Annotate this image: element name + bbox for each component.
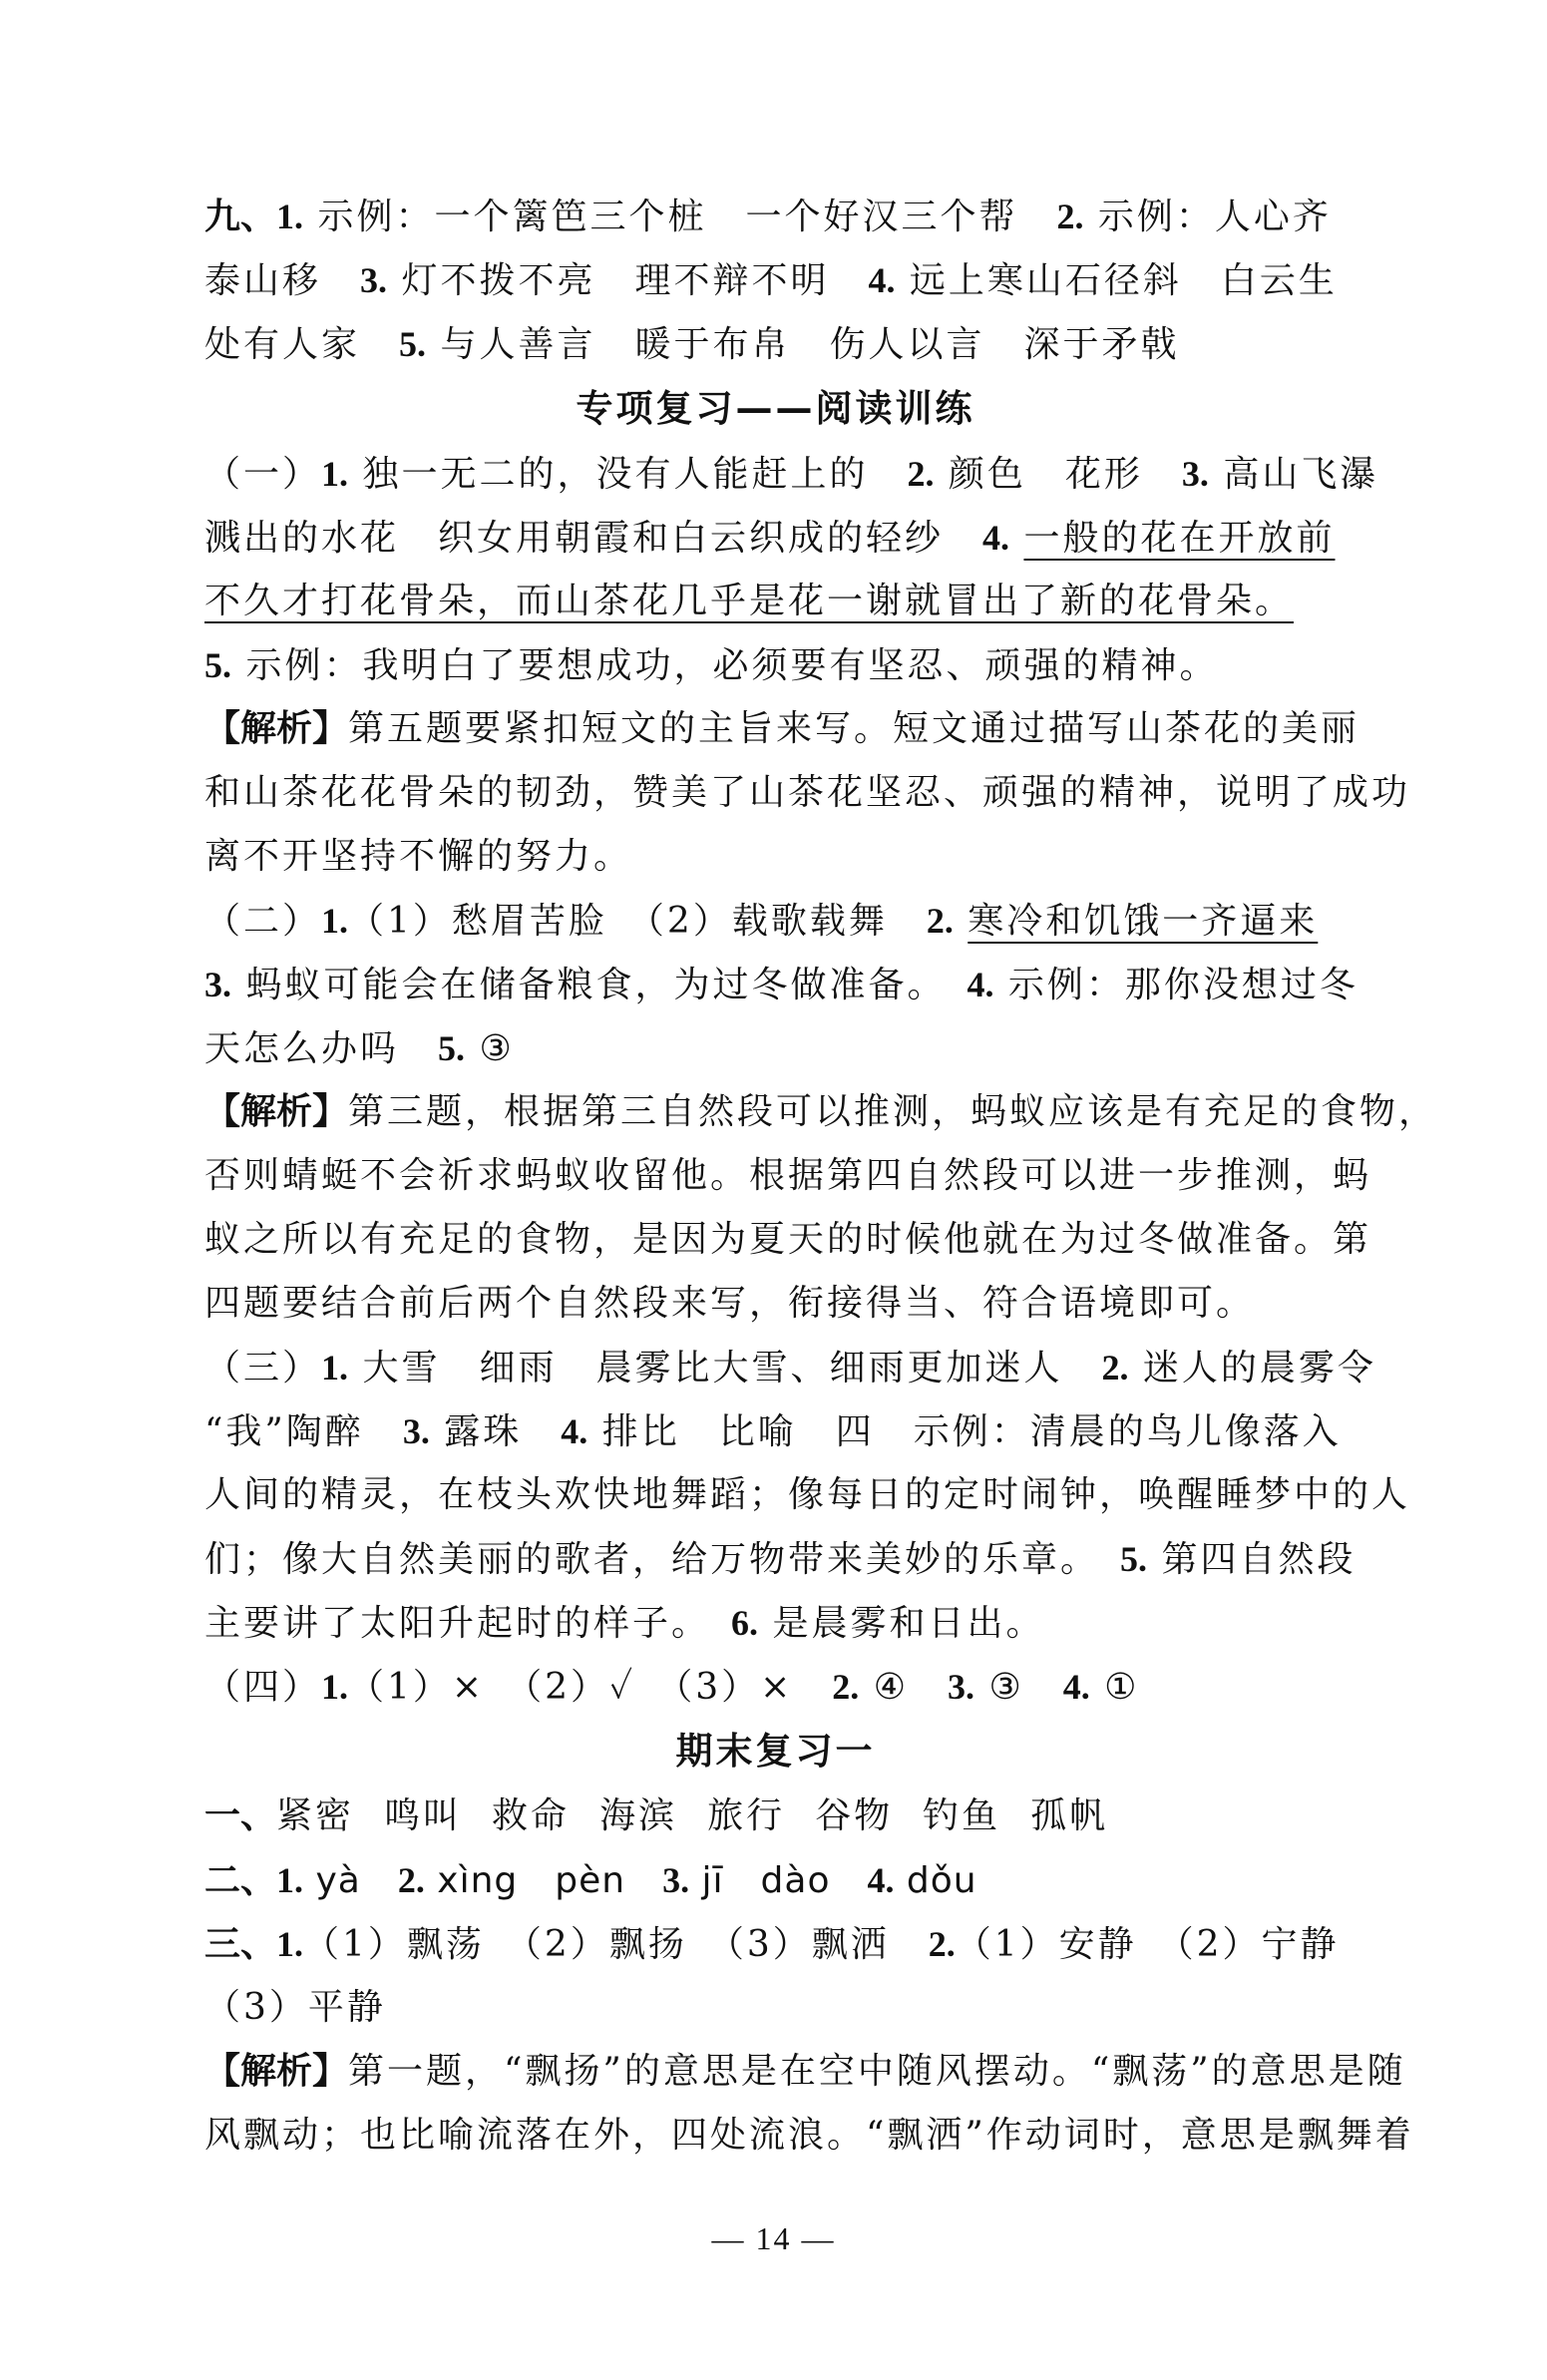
answer-text: 大雪 细雨 晨雾比大雪、细雨更加迷人: [348, 1348, 1102, 1388]
answer-line: [204, 185, 1347, 248]
answer-line: [204, 1591, 1347, 1655]
word: 海滨: [599, 1795, 678, 1836]
answer-line: [204, 312, 1347, 376]
underlined-answer: 寒冷和饥饿一齐逼来: [967, 901, 1319, 942]
analysis-line: 和山茶花花骨朵的韧劲，赞美了山茶花坚忍、顽强的精神，说明了成功: [204, 772, 1411, 813]
answer-line: [204, 570, 1347, 633]
answer-line: （3）平静: [204, 1987, 386, 2028]
pinyin: jī dào: [689, 1860, 868, 1901]
item-number: 2.: [926, 901, 954, 941]
answer-text: （1）飘荡 （2）飘扬 （3）飘洒: [303, 1924, 929, 1965]
analysis-line: 否则蜻蜓不会祈求蚂蚁收留他。根据第四自然段可以进一步推测，蚂: [204, 1155, 1372, 1196]
answer-text: 们；像大自然美丽的歌者，给万物带来美妙的乐章。: [204, 1539, 1121, 1580]
answer-text: 蚂蚁可能会在储备粮食，为过冬做准备。: [231, 965, 967, 1005]
answer-text: 溅出的水花 织女用朝霞和白云织成的轻纱: [204, 518, 983, 559]
item-number: 2.: [1101, 1348, 1129, 1388]
item-number: 2.: [397, 1860, 425, 1900]
pinyin: yà: [303, 1860, 398, 1901]
passage-number: （一）: [204, 454, 322, 495]
answer-text: ③: [974, 1667, 1063, 1708]
passage-number: （三）: [204, 1348, 322, 1388]
answer-text: 处有人家: [204, 324, 400, 365]
analysis-tag: 【解析】: [204, 2051, 349, 2092]
answer-text: 与人善言 暖于布帛 伤人以言 深于矛戟: [426, 324, 1180, 365]
analysis-line: [204, 2040, 1406, 2104]
item-number: 3.: [1181, 454, 1209, 494]
item-number: 5.: [438, 1028, 466, 1068]
analysis-line: 风飘动；也比喻流落在外，四处流浪。“飘洒”作动词时，意思是飘舞着: [204, 2115, 1414, 2156]
item-number: 1.: [276, 197, 304, 236]
underlined-answer: 一般的花在开放前: [1023, 518, 1336, 559]
item-number: 2.: [907, 454, 935, 494]
answer-line: [204, 1527, 1356, 1591]
answer-text: 迷人的晨雾令: [1128, 1348, 1376, 1388]
word: 孤帆: [1030, 1795, 1109, 1836]
answer-text: 示例：我明白了要想成功，必须要有坚忍、顽强的精神。: [231, 645, 1219, 686]
answer-text: 远上寒山石径斜 白云生: [895, 260, 1338, 301]
answer-text: ④: [859, 1667, 948, 1708]
item-number: 1.: [321, 901, 349, 941]
answer-line: [204, 442, 1379, 506]
answer-text: 灯不拨不亮 理不辩不明: [387, 260, 869, 301]
item-number: 5.: [399, 324, 427, 364]
answer-line: [204, 953, 1358, 1016]
passage-number: （四）: [204, 1667, 322, 1708]
item-number: 2.: [832, 1667, 860, 1707]
word: 旅行: [707, 1795, 786, 1836]
item-number: 4.: [967, 965, 994, 1004]
underlined-answer: 不久才打花骨朵，而山茶花几乎是花一谢就冒出了新的花骨朵。: [204, 581, 1295, 621]
answer-text: 排比 比喻 四 示例：清晨的鸟儿像落入: [587, 1411, 1342, 1452]
item-number: 3.: [204, 965, 231, 1004]
answer-text: ③: [465, 1028, 515, 1069]
item-number: 1.: [276, 1924, 304, 1964]
item-number: 3.: [402, 1411, 430, 1451]
item-number: 3.: [948, 1667, 974, 1707]
item-number: 1.: [321, 1667, 349, 1707]
word: 鸣叫: [384, 1795, 463, 1836]
analysis-line: 蚁之所以有充足的食物，是因为夏天的时候他就在为过冬做准备。第: [204, 1219, 1372, 1260]
word: 谷物: [815, 1795, 894, 1836]
answer-text: （1）愁眉苦脸 （2）载歌载舞: [348, 901, 927, 942]
answer-line: [204, 248, 1347, 312]
page-number: — 14 —: [711, 2220, 836, 2256]
analysis-line: 四题要结合前后两个自然段来写，衔接得当、符合语境即可。: [204, 1283, 1256, 1324]
question-number: 一、: [204, 1795, 277, 1836]
analysis-text: 第五题要紧扣短文的主旨来写。短文通过描写山茶花的美丽: [348, 708, 1360, 749]
analysis-line: 离不开坚持不懈的努力。: [204, 836, 633, 877]
item-number: 4.: [867, 1860, 895, 1900]
item-number: 3.: [662, 1860, 690, 1900]
item-number: 3.: [360, 260, 388, 300]
answer-text: 示例：那你没想过冬: [993, 965, 1358, 1005]
question-number: 二、: [204, 1860, 277, 1901]
answer-text: 示例：一个篱笆三个桩 一个好汉三个帮: [303, 197, 1057, 237]
item-number: 4.: [561, 1411, 588, 1451]
answer-text: 是晨雾和日出。: [758, 1603, 1045, 1644]
analysis-text: 第三题，根据第三自然段可以推测，蚂蚁应该是有充足的食物，: [348, 1091, 1438, 1132]
answer-text: 第四自然段: [1147, 1539, 1356, 1580]
answer-line: [204, 1655, 1347, 1719]
answer-text: 独一无二的，没有人能赶上的: [348, 454, 908, 495]
answer-text: 高山飞瀑: [1208, 454, 1379, 495]
passage-number: （二）: [204, 901, 322, 942]
answer-text: 主要讲了太阳升起时的样子。: [204, 1603, 732, 1644]
item-number: 4.: [868, 260, 896, 300]
answer-line: [204, 1848, 1347, 1912]
answer-line: [204, 633, 1347, 697]
item-number: 6.: [731, 1603, 759, 1643]
word: 救命: [492, 1795, 571, 1836]
answer-line: [204, 1016, 1347, 1080]
item-number: 5.: [1120, 1539, 1148, 1579]
item-number: 1.: [321, 1348, 349, 1388]
answer-text: ①: [1089, 1667, 1140, 1708]
answer-line: [204, 889, 1347, 953]
answer-text: 泰山移: [204, 260, 361, 301]
answer-line: [204, 1912, 1347, 1976]
page-content: [204, 185, 1438, 2168]
section-heading: 专项复习——阅读训练: [576, 387, 975, 430]
section-heading: 期末复习一: [675, 1730, 876, 1773]
answer-text: （1）安静 （2）宁静: [955, 1924, 1340, 1965]
answer-text: 天怎么办吗: [204, 1028, 439, 1069]
answer-line: 人间的精灵，在枝头欢快地舞蹈；像每日的定时闹钟，唤醒睡梦中的人: [204, 1474, 1411, 1515]
analysis-tag: 【解析】: [204, 708, 349, 749]
word: 钓鱼: [923, 1795, 1001, 1836]
item-number: 1.: [276, 1860, 304, 1900]
answer-text: 示例：人心齐: [1083, 197, 1332, 237]
item-number: 4.: [982, 518, 1010, 558]
pinyin: xìng pèn: [424, 1860, 663, 1901]
answer-text: （1）× （2）✓ （3）×: [348, 1667, 833, 1708]
answer-text: “我”陶醉: [204, 1411, 403, 1452]
item-number: 4.: [1062, 1667, 1090, 1707]
item-number: 2.: [928, 1924, 956, 1964]
item-number: 1.: [321, 454, 349, 494]
analysis-tag: 【解析】: [204, 1091, 349, 1132]
answer-line: [204, 1399, 1347, 1463]
answer-line: [204, 1785, 1347, 1848]
analysis-text: 第一题，“飘扬”的意思是在空中随风摆动。“飘荡”的意思是随: [348, 2051, 1406, 2092]
answer-text: 露珠: [429, 1411, 562, 1452]
pinyin: dǒu: [894, 1860, 977, 1901]
analysis-line: [204, 697, 1360, 761]
item-number: 5.: [204, 645, 231, 685]
answer-line: [204, 506, 1347, 570]
item-number: 2.: [1056, 197, 1084, 236]
analysis-line: [204, 1080, 1438, 1144]
question-number: 三、: [204, 1924, 277, 1965]
answer-text: 颜色 花形: [934, 454, 1182, 495]
answer-line: [204, 1336, 1376, 1399]
word: 紧密: [276, 1795, 355, 1836]
question-number: 九、: [204, 197, 277, 237]
